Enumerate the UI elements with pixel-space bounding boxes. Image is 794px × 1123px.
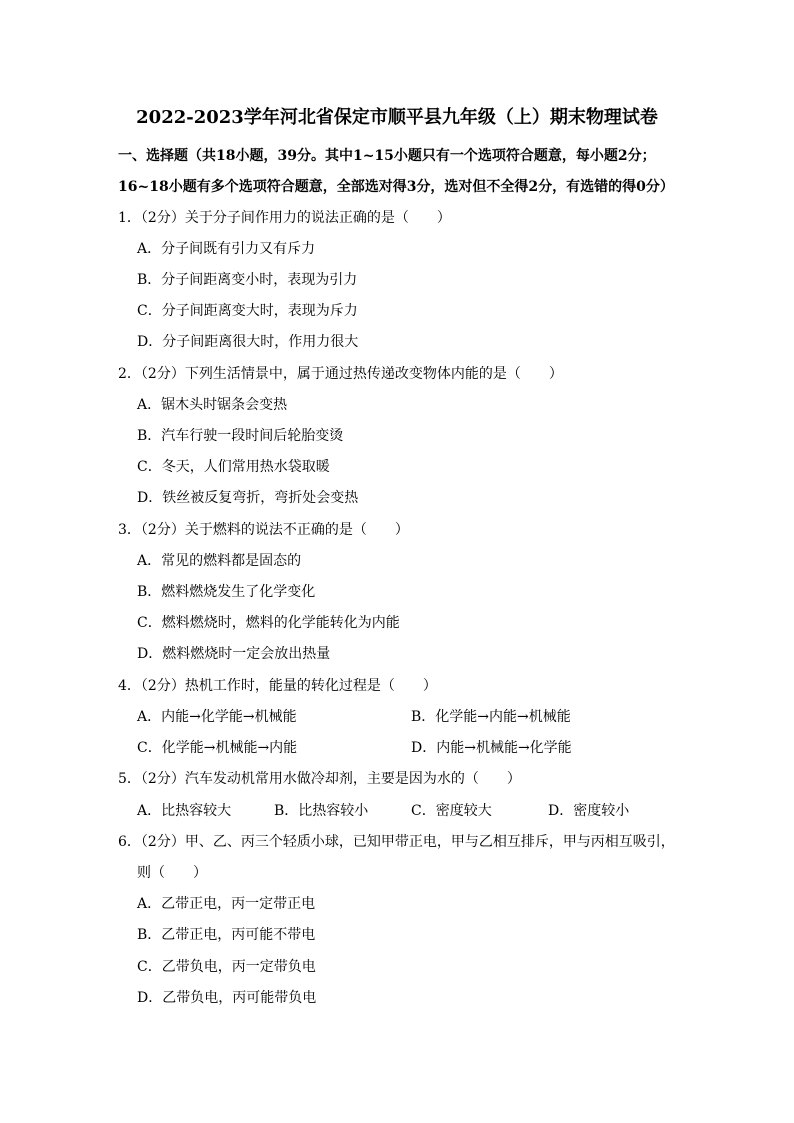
- question-1-option-d: D．分子间距离很大时，作用力很大: [137, 334, 359, 350]
- question-4-option-a: A．内能→化学能→机械能: [137, 709, 297, 725]
- question-6-option-d: D．乙带负电，丙可能带负电: [137, 990, 317, 1006]
- question-3-stem: 3．（2分）关于燃料的说法不正确的是（ ）: [118, 522, 409, 538]
- question-2-stem: 2．（2分）下列生活情景中，属于通过热传递改变物体内能的是（ ）: [118, 366, 563, 382]
- question-1-option-c: C．分子间距离变大时，表现为斥力: [137, 303, 358, 319]
- question-5-option-d: D．密度较小: [548, 803, 630, 819]
- question-5-stem: 5．（2分）汽车发动机常用水做冷却剂，主要是因为水的（ ）: [118, 771, 521, 787]
- question-5-option-b: B．比热容较小: [274, 803, 369, 819]
- page-title: 2022-2023学年河北省保定市顺平县九年级（上）期末物理试卷: [136, 107, 658, 128]
- question-3-option-b: B．燃料燃烧发生了化学变化: [137, 584, 316, 600]
- question-2-option-c: C．冬天，人们常用热水袋取暖: [137, 459, 330, 475]
- question-3-option-c: C．燃料燃烧时，燃料的化学能转化为内能: [137, 615, 400, 631]
- question-4-option-c: C．化学能→机械能→内能: [137, 740, 298, 756]
- question-5-option-c: C．密度较大: [411, 803, 492, 819]
- question-1-stem: 1．（2分）关于分子间作用力的说法正确的是（ ）: [118, 210, 451, 226]
- question-1-option-b: B．分子间距离变小时，表现为引力: [137, 272, 358, 288]
- question-6-option-a: A．乙带正电，丙一定带正电: [137, 896, 316, 912]
- question-6-stem: 6．（2分）甲、乙、丙三个轻质小球，已知甲带正电，甲与乙相互排斥，甲与丙相互吸引，: [118, 834, 675, 850]
- question-2-option-d: D．铁丝被反复弯折，弯折处会变热: [137, 490, 359, 506]
- question-1-option-a: A．分子间既有引力又有斥力: [137, 241, 316, 257]
- question-3-option-d: D．燃料燃烧时一定会放出热量: [137, 646, 331, 662]
- question-2-option-a: A．锯木头时锯条会变热: [137, 397, 288, 413]
- question-4-option-d: D．内能→机械能→化学能: [411, 740, 572, 756]
- question-3-option-a: A．常见的燃料都是固态的: [137, 553, 302, 569]
- question-4-stem: 4．（2分）热机工作时，能量的转化过程是（ ）: [118, 678, 437, 694]
- question-5-option-a: A．比热容较大: [137, 803, 232, 819]
- question-6-stem-continued: 则（ ）: [137, 865, 207, 881]
- section-heading-line-2: 16~18小题有多个选项符合题意，全部选对得3分，选对但不全得2分，有选错的得0分）: [118, 179, 674, 195]
- section-heading-line-1: 一、选择题（共18小题，39分。其中1~15小题只有一个选项符合题意，每小题2分；: [118, 148, 656, 164]
- question-6-option-b: B．乙带正电，丙可能不带电: [137, 927, 316, 943]
- question-4-option-b: B．化学能→内能→机械能: [411, 709, 571, 725]
- question-6-option-c: C．乙带负电，丙一定带负电: [137, 959, 316, 975]
- question-2-option-b: B．汽车行驶一段时间后轮胎变烫: [137, 428, 344, 444]
